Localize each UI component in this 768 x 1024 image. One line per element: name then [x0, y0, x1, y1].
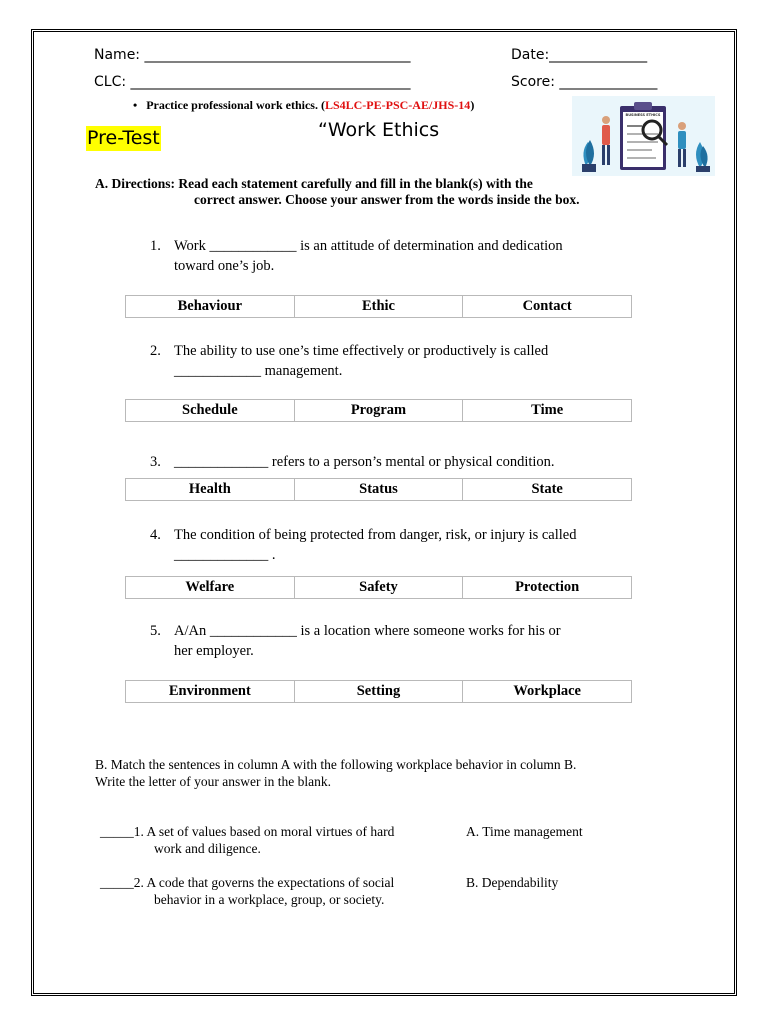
objective-code: LS4LC-PE-PSC-AE/JHS-14 — [324, 98, 471, 112]
question-number: 3. — [150, 454, 161, 470]
question-text: Work ____________ is an attitude of determination and dedication toward one’s job. — [174, 238, 563, 274]
question-text: The condition of being protected from danger, risk, or injury is called _____________ . — [174, 527, 577, 563]
part-b-directions-line2: Write the letter of your answer in the blank. — [95, 774, 331, 789]
question-3 — [150, 452, 650, 474]
choice-option[interactable]: Safety — [294, 577, 463, 599]
date-field[interactable]: Date:______________ — [511, 47, 648, 63]
choice-option[interactable]: Workplace — [463, 681, 632, 703]
choice-option[interactable]: Time — [463, 400, 632, 422]
choice-option[interactable]: State — [463, 479, 632, 501]
choice-option[interactable]: Ethic — [294, 296, 463, 318]
choices-box-5 — [125, 680, 632, 703]
question-4 — [150, 525, 650, 567]
question-5 — [150, 621, 650, 663]
match-option-b: B. Dependability — [466, 875, 559, 890]
match-item-2[interactable]: _____2. A code that governs the expectations of social behavior in a workplace, group, or society. — [100, 875, 395, 907]
choice-option[interactable]: Setting — [294, 681, 463, 703]
clc-field[interactable]: CLC: ________________________________________ — [94, 74, 411, 90]
question-1 — [150, 236, 650, 278]
question-number: 2. — [150, 343, 161, 359]
choice-option[interactable]: Welfare — [126, 577, 295, 599]
match-item-1[interactable]: _____1. A set of values based on moral virtues of hard work and diligence. — [100, 824, 395, 856]
question-2 — [150, 341, 650, 383]
match-option-a: A. Time management — [466, 824, 583, 839]
choice-option[interactable]: Environment — [126, 681, 295, 703]
choice-option[interactable]: Health — [126, 479, 295, 501]
illustration-label: BUSINESS ETHICS — [625, 113, 661, 117]
part-a-directions-line1: A. Directions: Read each statement carefully and fill in the blank(s) with the — [95, 176, 533, 191]
choices-box-4 — [125, 576, 632, 599]
score-field[interactable]: Score: ______________ — [511, 74, 658, 90]
question-text: The ability to use one’s time effectively or productively is called ____________ management. — [174, 343, 549, 379]
question-number: 4. — [150, 527, 161, 543]
business-ethics-illustration — [572, 96, 715, 176]
part-a-directions-line2: correct answer. Choose your answer from the words inside the box. — [194, 192, 580, 207]
objective-bullet — [133, 98, 474, 113]
choice-option[interactable]: Program — [294, 400, 463, 422]
page-title: “Work Ethics — [318, 119, 440, 141]
question-number: 1. — [150, 238, 161, 254]
choices-box-2 — [125, 399, 632, 422]
bullet-icon: • — [133, 98, 138, 112]
objective-close: ) — [470, 98, 475, 112]
choice-option[interactable]: Contact — [463, 296, 632, 318]
question-text: A/An ____________ is a location where someone works for his or her employer. — [174, 623, 561, 659]
part-b-directions-line1: B. Match the sentences in column A with the following workplace behavior in column B. — [95, 757, 577, 772]
pretest-label: Pre-Test — [87, 127, 160, 149]
question-number: 5. — [150, 623, 161, 639]
choice-option[interactable]: Schedule — [126, 400, 295, 422]
choice-option[interactable]: Protection — [463, 577, 632, 599]
name-field[interactable]: Name: ______________________________________ — [94, 47, 411, 63]
objective-text: Practice professional work ethics. ( — [146, 98, 325, 112]
choice-option[interactable]: Status — [294, 479, 463, 501]
choices-box-1 — [125, 295, 632, 318]
choices-box-3 — [125, 478, 632, 501]
choice-option[interactable]: Behaviour — [126, 296, 295, 318]
question-text: _____________ refers to a person’s mental or physical condition. — [174, 454, 555, 470]
business-ethics-clipboard-icon — [572, 96, 715, 176]
